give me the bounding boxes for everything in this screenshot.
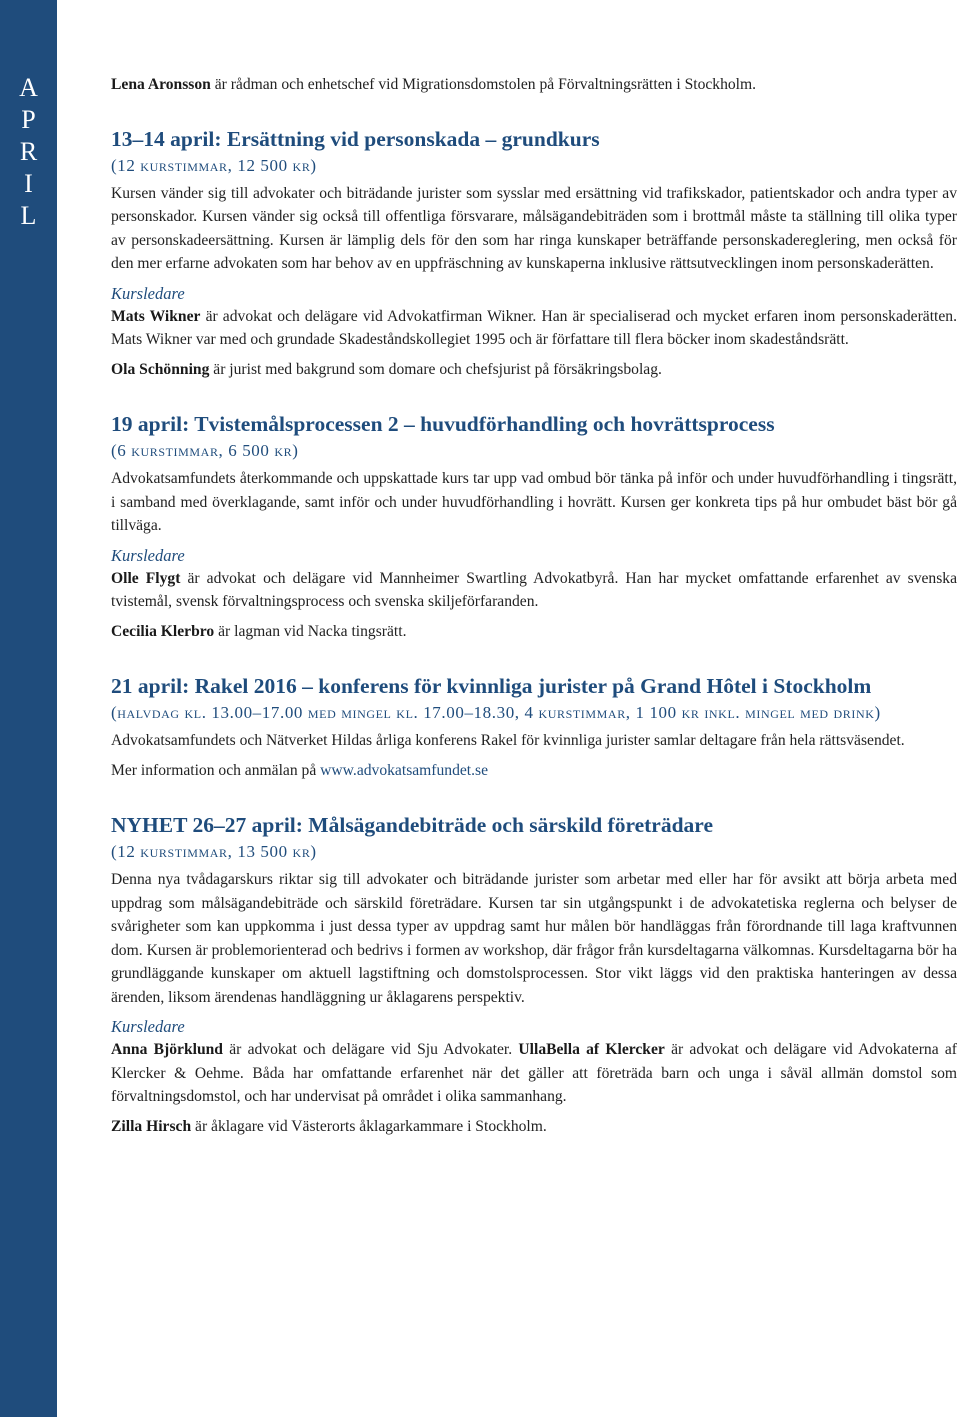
website-link[interactable]: www.advokatsamfundet.se xyxy=(320,761,489,779)
course-meta: (12 kurstimmar, 12 500 kr) xyxy=(111,155,317,175)
month-letter: P xyxy=(21,105,36,134)
course-description: Denna nya tvådagarskurs riktar sig till advokater och biträdande jurister som arbetar med eller har för avsikt att börja arbeta med uppdrag som målsägandebiträde och särskild företrädare. Kursen tar sin utgångspunkt i de advokatetiska reglerna och belyser de svårigheter som kan uppkomma i just dessa typer av uppdrag samt hur målen bör handläggas från förordnande till laga kraftvunnen dom. Kursen är problemorienterad och bedrivs i formen av workshop, där frågor från kursdeltagarna välkomnas. Kursdeltagarna bör ha grundläggande kunskaper om aktuell lagstiftning och domstolsprocessen. Stor vikt läggs vid den praktiska hanteringen av dessa ärenden, liksom ärendenas handläggning ur åklagarens perspektiv. xyxy=(111,871,957,1006)
leaders-label: Kursledare xyxy=(111,1017,185,1036)
leader-text: är advokat och delägare vid Mannheimer Swartling Advokatbyrå. Han har mycket omfattande erfarenhet av svenska tvistemål, svensk förvaltningsprocess och svenska skiljeförfaranden. xyxy=(111,569,957,610)
course-title: NYHET 26–27 april: Målsägandebiträde och särskild företrädare xyxy=(111,813,713,837)
course-section xyxy=(111,673,957,782)
course-meta: (12 kurstimmar, 13 500 kr) xyxy=(111,842,317,861)
course-meta: (halvdag kl. 13.00–17.00 med mingel kl. 17.00–18.30, 4 kurstimmar, 1 100 kr inkl. mingel med drink) xyxy=(111,703,881,722)
month-letter: L xyxy=(20,201,37,230)
course-section xyxy=(111,411,957,643)
leader-name: UllaBella af Klercker xyxy=(518,1041,665,1058)
sidebar-band xyxy=(0,0,57,1417)
leader-bio xyxy=(111,358,957,382)
leader-bio xyxy=(111,305,957,352)
month-letter: R xyxy=(19,137,38,166)
leader-name: Anna Björklund xyxy=(111,1041,223,1058)
leader-bio xyxy=(111,1115,957,1139)
course-title: 13–14 april: Ersättning vid personskada – grundkurs xyxy=(111,126,600,151)
more-info xyxy=(111,759,957,783)
course-description: Advokatsamfundets återkommande och uppskattade kurs tar upp vad ombud bör tänka på inför och under huvudförhandling i tingsrätt, i samband med överklagande, samt inför och under huvudförhandling i hovrätt. Kursen ger konkreta tips på hur ombudet bäst bör gå tillväga. xyxy=(111,470,957,534)
leader-text: är lagman vid Nacka tingsrätt. xyxy=(214,622,407,640)
more-info-text: Mer information och anmälan på xyxy=(111,761,321,779)
month-letter: A xyxy=(19,73,38,102)
course-section xyxy=(111,812,957,1138)
leader-text: är advokat och delägare vid Sju Advokater. xyxy=(222,1041,519,1058)
leader-name: Olle Flygt xyxy=(111,569,181,587)
leader-name: Zilla Hirsch xyxy=(111,1117,192,1135)
leader-bio xyxy=(111,620,957,644)
leader-name: Cecilia Klerbro xyxy=(111,622,215,640)
course-title: 19 april: Tvistemålsprocessen 2 – huvudförhandling och hovrättsprocess xyxy=(111,412,775,436)
intro-paragraph xyxy=(111,73,957,97)
person-name: Lena Aronsson xyxy=(111,76,211,93)
person-description: är rådman och enhetschef vid Migrationsdomstolen på Förvaltningsrätten i Stockholm. xyxy=(210,76,757,93)
leaders-label: Kursledare xyxy=(111,283,185,303)
leader-name: Mats Wikner xyxy=(111,307,201,325)
leader-text: är advokat och delägare vid Advokatfirman Wikner. Han är specialiserad och mycket erfaren inom personskaderätten. Mats Wikner var med och grundade Skadeståndskollegiet 1995 och är författare till flera böcker inom skadeståndsrätt. xyxy=(111,307,957,348)
leader-name: Ola Schönning xyxy=(111,360,210,378)
course-section xyxy=(111,126,957,382)
main-content xyxy=(111,73,957,1168)
leaders-label: Kursledare xyxy=(111,545,185,565)
leader-bio xyxy=(111,567,957,614)
course-meta: (6 kurstimmar, 6 500 kr) xyxy=(111,441,299,460)
month-letter: I xyxy=(24,169,33,198)
course-title: 21 april: Rakel 2016 – konferens för kvinnliga jurister på Grand Hôtel i Stockholm xyxy=(111,674,872,698)
month-label xyxy=(0,72,57,232)
course-description: Advokatsamfundets och Nätverket Hildas årliga konferens Rakel för kvinnliga jurister samlar deltagare från hela rättsväsendet. xyxy=(111,732,905,749)
leader-bio xyxy=(111,1038,957,1109)
leader-text: är advokat och delägare vid Advokaterna af Klercker & Oehme. Båda har omfattande erfarenhet när det gäller att företräda barn och unga i såväl allmän domstol som förvaltningsdomstol, och har undervisat på området i olika sammanhang. xyxy=(111,1041,957,1105)
leader-text: är jurist med bakgrund som domare och chefsjurist på försäkringsbolag. xyxy=(209,360,662,378)
course-description: Kursen vänder sig till advokater och biträdande jurister som sysslar med ersättning vid trafikskador, patientskador och andra typer av personskador. Kursen vänder sig också till offentliga försvarare, målsägandebiträden som i brottmål måste ta ställning till olika typer av personskadeersättning. Kursen är lämplig dels för den som har ringa kunskaper beträffande personskadereglering, men också för den mer erfarne advokaten som har behov av en uppfräschning av kunskaperna inklusive rättsutvecklingen inom personskaderätten. xyxy=(111,184,957,272)
leader-text: är åklagare vid Västerorts åklagarkammare i Stockholm. xyxy=(191,1117,547,1135)
